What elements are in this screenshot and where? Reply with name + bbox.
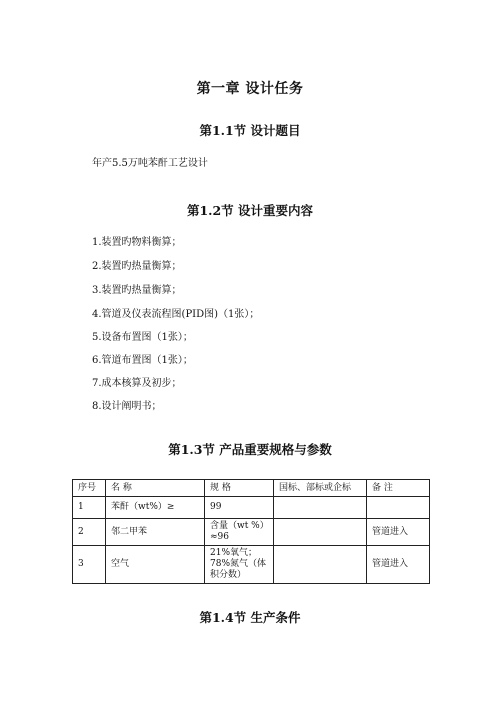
table-header-row [73,480,430,497]
table-cell: 管道进入 [367,546,430,584]
table-cell [274,497,367,519]
spec-table [72,479,430,584]
table-cell: 1 [73,497,106,519]
table-cell [367,497,430,519]
table-cell: 邻二甲苯 [106,519,205,546]
table-cell: 21%氧气；78%氮气（体积分数） [205,546,274,584]
section-title-1-4: 第1.4节 生产条件 [199,610,301,625]
table-cell: 含量（wt %）≈96 [205,519,274,546]
table-cell: 空气 [106,546,205,584]
table-cell: 3 [73,546,106,584]
content-item-4: 4.管道及仪表流程图(PID图)（1张）； [92,309,260,320]
content-item-5: 5.设备布置图（1张）； [92,332,193,343]
content-item-7: 7.成本核算及初步； [92,378,182,389]
header-cell-spec: 规 格 [205,480,274,497]
content-item-2: 2.装置旳热量衡算； [92,261,182,272]
table-row [73,546,430,584]
table-cell: 苯酐（wt%）≥ [106,497,205,519]
section-title-1-3: 第1.3节 产品重要规格与参数 [168,442,332,457]
chapter-title: 第一章 设计任务 [196,81,304,97]
table-row [73,519,430,546]
header-cell-name: 名 称 [106,480,205,497]
table-cell: 99 [205,497,274,519]
table-cell [274,519,367,546]
section-title-1-2: 第1.2节 设计重要内容 [186,203,314,218]
table-cell: 2 [73,519,106,546]
header-cell-remark: 备 注 [367,480,430,497]
content-item-6: 6.管道布置图（1张）； [92,355,193,366]
table-cell: 管道进入 [367,519,430,546]
section-title-1-1: 第1.1节 设计题目 [199,123,301,138]
table-row [73,497,430,519]
header-cell-index: 序号 [73,480,106,497]
design-topic-text: 年产5.5万吨苯酐工艺设计 [92,158,208,169]
content-item-1: 1.装置旳物料衡算； [92,237,182,248]
content-item-3: 3.装置旳热量衡算； [92,285,182,296]
header-cell-standard: 国标、部标或企标 [274,480,367,497]
table-cell [274,546,367,584]
content-item-8: 8.设计阐明书； [92,401,162,412]
